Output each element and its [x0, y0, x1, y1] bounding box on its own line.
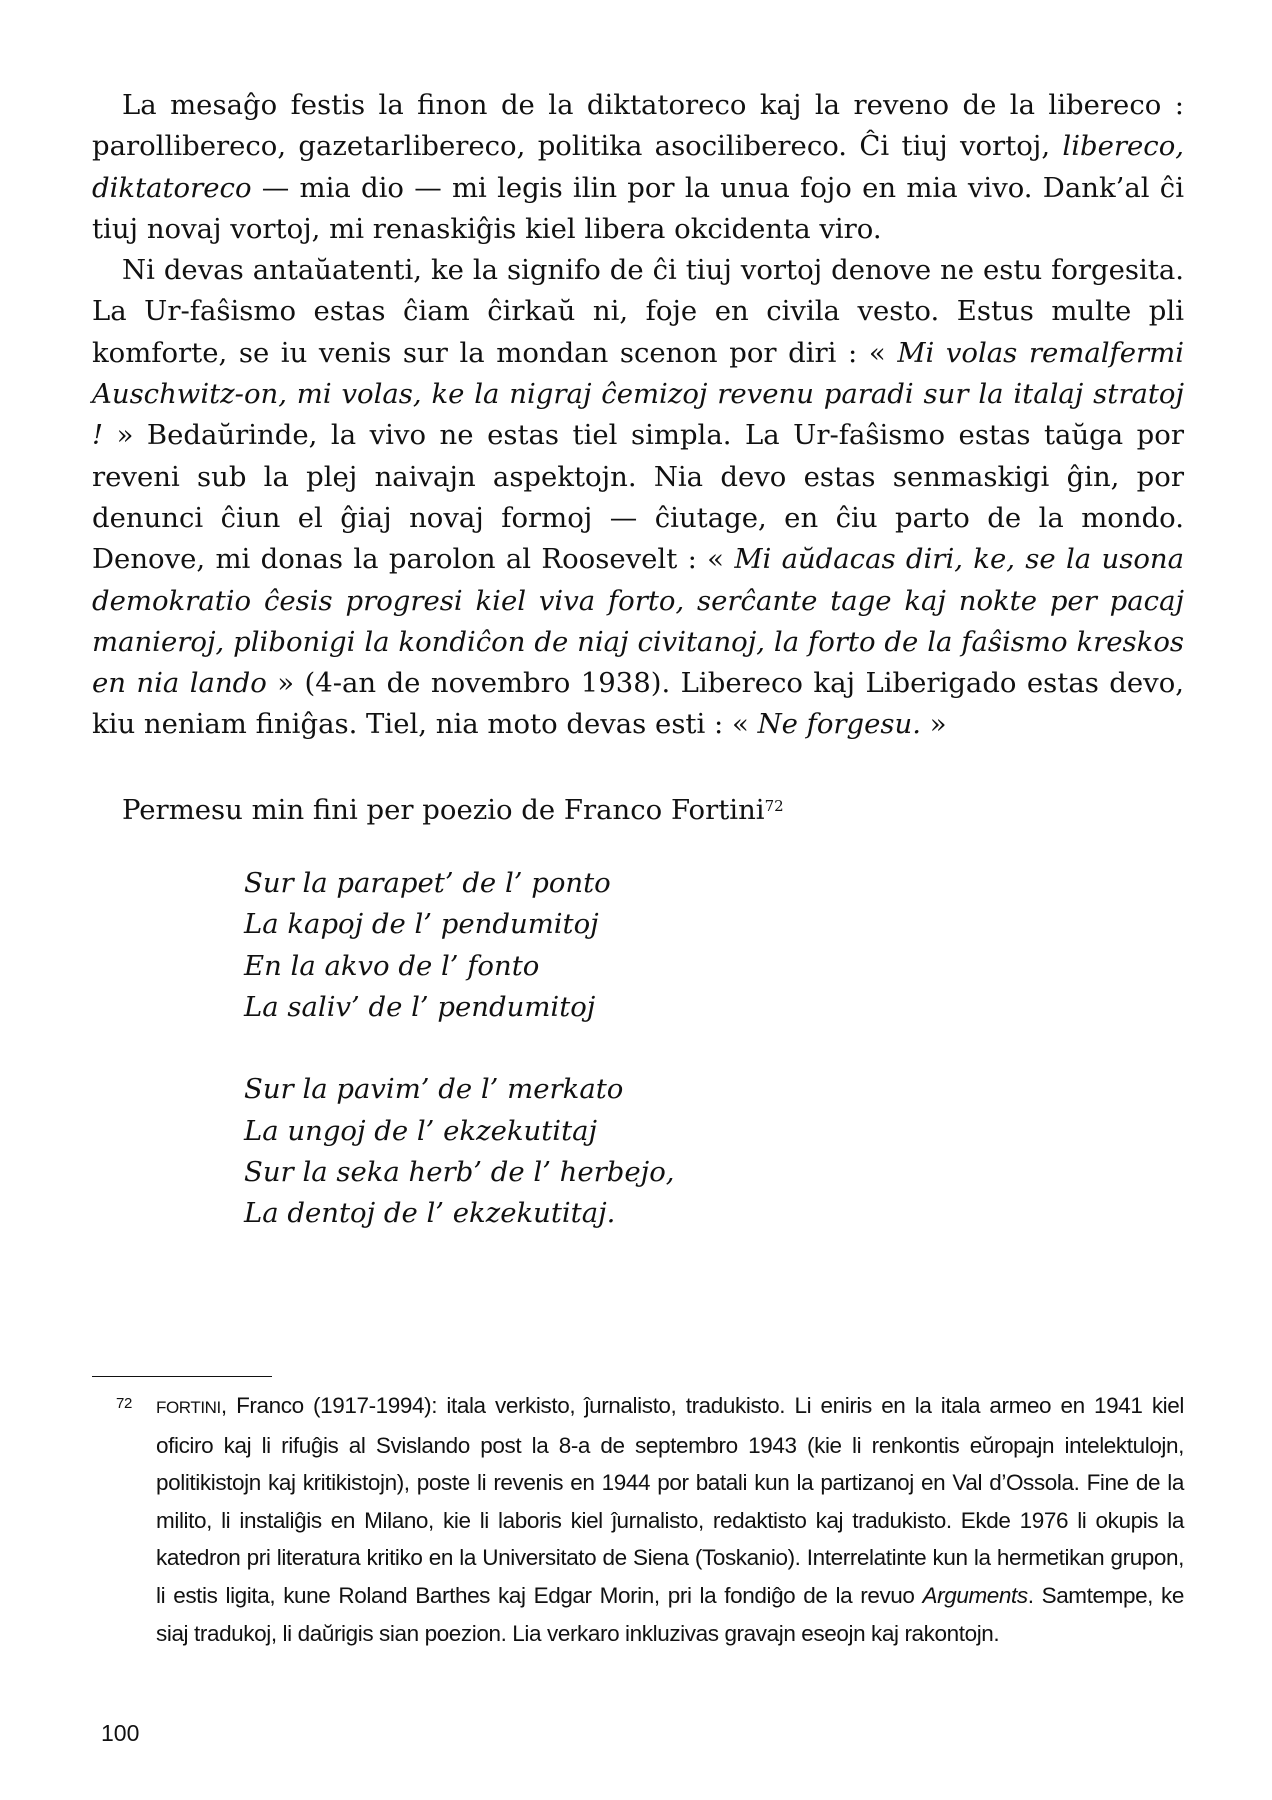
journal-title: Arguments [922, 1582, 1028, 1608]
verse-line: La dentoj de l’ ekzekutitaj. [244, 1197, 616, 1230]
paragraph-1 [92, 85, 1184, 250]
paragraph-text: La mesaĝo festis la finon de la diktatoreco kaj la reveno de la libereco : parollibereco, gazetarlibereco, politika asocilibereco. Ĉi tiuj vortoj, [92, 89, 1184, 163]
paragraph-text: — mia dio — mi legis ilin por la unua fojo en mia vivo. Dank’al ĉi tiuj novaj vortoj, mi renaskiĝis kiel libera okcidenta viro. [92, 171, 1184, 245]
author-name: FORTINI [156, 1398, 221, 1417]
footnote-reference[interactable]: 72 [764, 796, 784, 815]
paragraph-text: Ni devas antaŭatenti, ke la signifo de ĉi tiuj vortoj denove ne estu forgesita. La Ur-faŝismo estas ĉiam ĉirkaŭ ni, foje en civila vesto. Estus multe pli komforte, se iu venis sur la mondan scenon por diri : « [92, 254, 1184, 369]
poem [244, 863, 1184, 1234]
verse-line: La saliv’ de l’ pendumitoj [244, 990, 596, 1023]
footnote [92, 1387, 1184, 1652]
footnote-body: , Franco (1917-1994): itala verkisto, ĵurnalisto, tradukisto. Li eniris en la itala armeo en 1941 kiel oficiro kaj li rifuĝis al Svislando post la 8-a de septembro 1943 (kie li renkontis eŭropajn intelektulojn, politikistojn kaj kritikistojn), poste li revenis en 1944 por batali kun la partizanoj en Val d’Ossola. Fine de la milito, li instaliĝis en Milano, kie li laboris kiel ĵurnalisto, redaktisto kaj tradukisto. Ekde 1976 li okupis la katedron pri literatura kritiko en la Universitato de Siena (Toskanio). Interrelatinte kun la hermetikan grupon, li estis ligita, kune Roland Barthes kaj Edgar Morin, pri la fondiĝo de la revuo [156, 1393, 1184, 1608]
verse-line: Sur la seka herb’ de l’ herbejo, [244, 1155, 675, 1188]
main-text [92, 85, 1184, 1234]
verse-line: Sur la pavim’ de l’ merkato [244, 1073, 624, 1106]
verse-line: Sur la parapet’ de l’ ponto [244, 867, 611, 900]
italic-words: libereco, diktatoreco [92, 130, 1184, 204]
verse-line: La kapoj de l’ pendumitoj [244, 908, 599, 941]
paragraph-text: » Bedaŭrinde, la vivo ne estas tiel simpla. La Ur-faŝismo estas taŭga por reveni sub la plej naivajn aspektojn. Nia devo estas senmaskigi ĝin, por denunci ĉiun el ĝiaj novaj formoj — ĉiutage, en ĉiu parto de la mondo. Denove, mi donas la parolon al Roosevelt : « [92, 419, 1184, 576]
motto: Ne forgesu. [757, 708, 921, 741]
page-number: 100 [101, 1720, 140, 1746]
italic-quote: Mi volas remalfermi Auschwitz-on, mi volas, ke la nigraj ĉemizoj revenu paradi sur la italaj stratoj ! [92, 336, 1184, 452]
stanza-2 [244, 1069, 1184, 1234]
footnote-separator [92, 1376, 272, 1377]
footnote-number: 72 [116, 1395, 132, 1412]
roosevelt-quote: Mi aŭdacas diri, ke, se la usona demokratio ĉesis progresi kiel viva forto, serĉante tage kaj nokte per pacaj manieroj, plibonigi la kondiĉon de niaj civitanoj, la forto de la faŝismo kreskos en nia lando [92, 543, 1184, 700]
stanza-1 [244, 863, 1184, 1028]
paragraph-text: » (4-an de novembro 1938). Libereco kaj Liberigado estas devo, kiu neniam finiĝas. Tiel, nia moto devas esti : « [92, 667, 1185, 741]
footnote-body: . Samtempe, ke siaj tradukoj, li daŭrigis sian poezion. Lia verkaro inkluzivas gravajn eseojn kaj rakontojn. [156, 1582, 1185, 1646]
footnote-text [156, 1387, 1184, 1652]
paragraph-text: » [921, 708, 947, 741]
poem-intro [92, 790, 1184, 831]
verse-line: En la akvo de l’ fonto [244, 949, 540, 982]
poem-intro-text: Permesu min fini per poezio de Franco Fortini [122, 793, 765, 826]
paragraph-2 [92, 250, 1184, 746]
verse-line: La ungoj de l’ ekzekutitaj [244, 1114, 598, 1147]
